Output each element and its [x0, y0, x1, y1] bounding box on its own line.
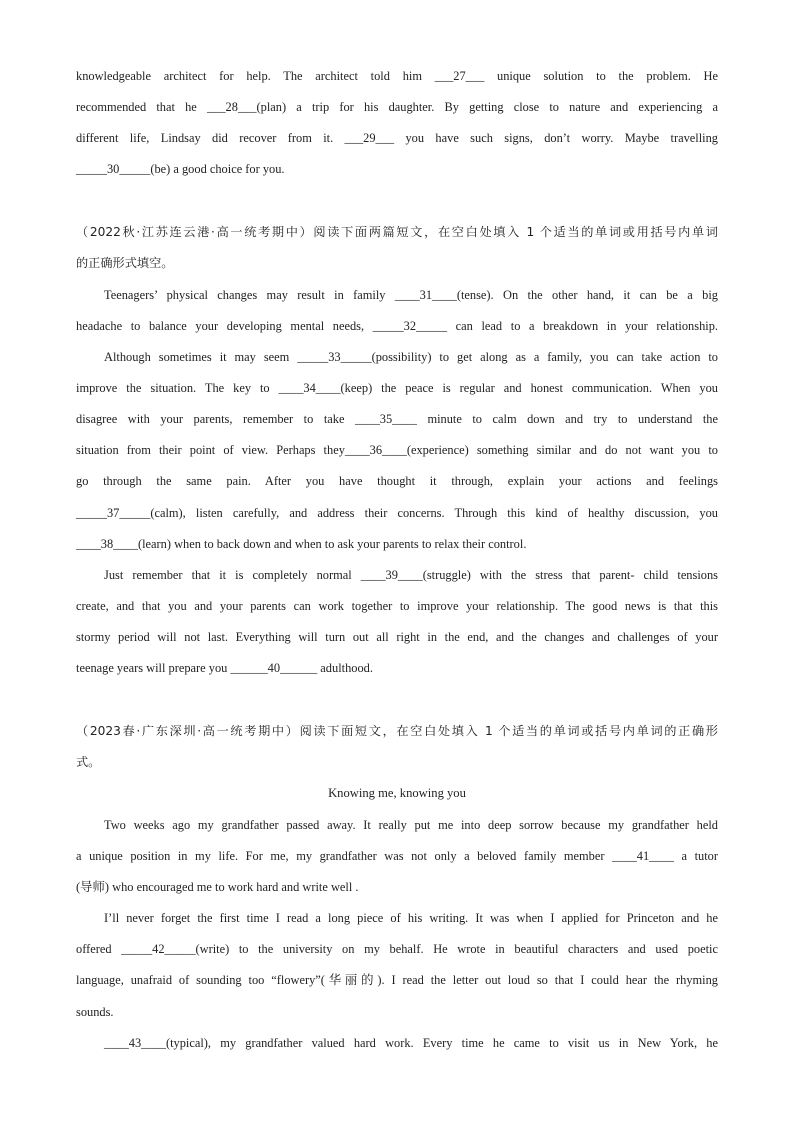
text-line: sounds. [76, 1005, 114, 1019]
text-line: Teenagers’ physical changes may result in family ____31____(tense). On the other hand, it can be a big [104, 288, 718, 302]
text-line: headache to balance your developing mental needs, _____32_____ can lead to a breakdown in your relationship. [76, 319, 718, 333]
text-line: situation from their point of view. Perhaps they____36____(experience) something similar and do not want you to [76, 443, 718, 457]
text-line: Two weeks ago my grandfather passed away. It really put me into deep sorrow because my grandfather held [104, 818, 718, 832]
text-line: stormy period will not last. Everything will turn out all right in the end, and the changes and challenges of your [76, 630, 718, 644]
text-line: teenage years will prepare you ______40______ adulthood. [76, 661, 373, 675]
text-line: _____37_____(calm), listen carefully, and address their concerns. Through this kind of healthy discussion, you [76, 506, 718, 520]
section-heading: 式。 [76, 755, 101, 769]
section-heading: （2023春·广东深圳·高一统考期中）阅读下面短文，在空白处填入 1 个适当的单词或括号内单词的正确形 [76, 724, 718, 738]
text-line: (导师) who encouraged me to work hard and write well . [76, 880, 359, 894]
text-line: _____30_____(be) a good choice for you. [76, 162, 285, 176]
text-line: ____38____(learn) when to back down and when to ask your parents to relax their control. [76, 537, 527, 551]
text-line: recommended that he ___28___(plan) a trip for his daughter. By getting close to nature and experiencing a [76, 100, 718, 114]
text-line: knowledgeable architect for help. The architect told him ___27___ unique solution to the problem. He [76, 69, 718, 83]
text-line: improve the situation. The key to ____34____(keep) the peace is regular and honest communication. When you [76, 381, 718, 395]
passage-title: Knowing me, knowing you [328, 786, 466, 800]
text-line: create, and that you and your parents can work together to improve your relationship. The good news is that this [76, 599, 718, 613]
section-heading: （2022秋·江苏连云港·高一统考期中）阅读下面两篇短文，在空白处填入 1 个适当的单词或用括号内单词 [76, 225, 718, 239]
text-line: different life, Lindsay did recover from it. ___29___ you have such signs, don’t worry. Maybe travelling [76, 131, 718, 145]
text-line: Just remember that it is completely normal ____39____(struggle) with the stress that parent- child tensions [104, 568, 718, 582]
text-line: a unique position in my life. For me, my grandfather was not only a beloved family member ____41____ a tutor [76, 849, 718, 863]
text-line: ____43____(typical), my grandfather valued hard work. Every time he came to visit us in New York, he [104, 1036, 718, 1050]
text-line: I’ll never forget the first time I read a long piece of his writing. It was when I applied for Princeton and he [104, 911, 718, 925]
text-line: go through the same pain. After you have thought it through, explain your actions and feelings [76, 474, 718, 488]
section-heading: 的正确形式填空。 [76, 256, 174, 270]
text-line: disagree with your parents, remember to take ____35____ minute to calm down and try to understand the [76, 412, 718, 426]
text-line: language, unafraid of sounding too “flowery”(华丽的). I read the letter out loud so that I could hear the rhyming [76, 973, 718, 987]
text-line: offered _____42_____(write) to the university on my behalf. He wrote in beautiful characters and used poetic [76, 942, 718, 956]
text-line: Although sometimes it may seem _____33_____(possibility) to get along as a family, you can take action to [104, 350, 718, 364]
